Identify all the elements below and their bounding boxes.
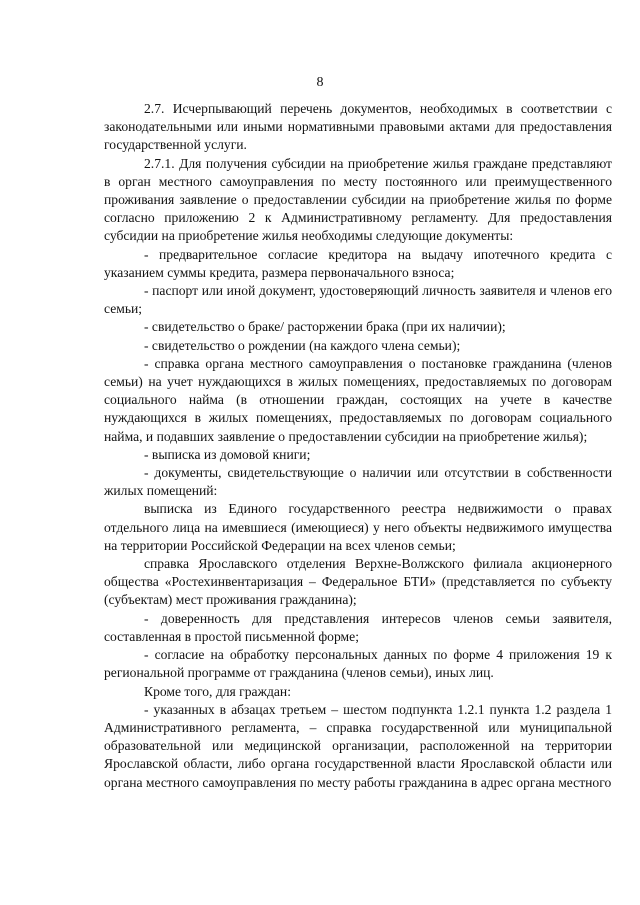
page-number: 8 — [316, 75, 324, 90]
sub-item-bti-certificate: справка Ярославского отделения Верхне-Волжского филиала акционерного общества «Ростехинвентаризация – Федеральное БТИ» (представляется по субъекту (субъектам) мест проживания гражданина); — [104, 556, 612, 608]
list-item-ownership-documents: - документы, свидетельствующие о наличии или отсутствии в собственности жилых помещений: — [104, 465, 612, 499]
list-item-creditor-consent: - предварительное согласие кредитора на выдачу ипотечного кредита с указанием суммы кредита, размера первоначального взноса; — [104, 246, 612, 280]
list-item-marriage-certificate: - свидетельство о браке/ расторжении брака (при их наличии); — [144, 319, 506, 335]
body-text — [104, 100, 612, 792]
list-item-citizens-categories: - указанных в абзацах третьем – шестом подпункта 1.2.1 пункта 1.2 раздела 1 Административного регламента, – справка государственной или муниципальной образовательной или медицинской организации, расположенной на территории Ярославской области, либо органа государственной власти Ярославской области или органа местного самоуправления по месту работы гражданина в адрес органа местного — [104, 701, 612, 790]
list-item-housing-register: - справка органа местного самоуправления о постановке гражданина (членов семьи) на учет нуждающихся в жилых помещениях, предоставляемых по договорам социального найма (в отношении граждан, состоящих на учете в качестве нуждающихся в жилых помещениях, предоставляемых по договорам социального найма, и подавших заявление о предоставлении субсидии на приобретение жилья); — [104, 355, 612, 444]
list-item-birth-certificate: - свидетельство о рождении (на каждого члена семьи); — [144, 337, 461, 353]
list-item-personal-data-consent: - согласие на обработку персональных данных по форме 4 приложения 19 к региональной программе от гражданина (членов семьи), иных лиц. — [104, 647, 612, 681]
paragraph-2-7: 2.7. Исчерпывающий перечень документов, необходимых в соответствии с законодательными или иными нормативными правовыми актами для предоставления государственной услуги. — [104, 101, 612, 153]
paragraph-additionally: Кроме того, для граждан: — [144, 683, 291, 699]
paragraph-2-7-1: 2.7.1. Для получения субсидии на приобретение жилья граждане представляют в орган местного самоуправления по месту постоянного или преимущественного проживания заявление о предоставлении субсидии на приобретение жилья по форме согласно приложению 2 к Административному регламенту. Для предоставления субсидии на приобретение жилья необходимы следующие документы: — [104, 155, 612, 244]
list-item-power-of-attorney: - доверенность для представления интересов членов семьи заявителя, составленная в простой письменной форме; — [104, 610, 612, 644]
sub-item-egrn-extract: выписка из Единого государственного реестра недвижимости о правах отдельного лица на имевшиеся (имеющиеся) у него объекты недвижимого имущества на территории Российской Федерации на всех членов семьи; — [104, 501, 612, 553]
list-item-house-book: - выписка из домовой книги; — [144, 446, 311, 462]
list-item-passport: - паспорт или иной документ, удостоверяющий личность заявителя и членов его семьи; — [104, 283, 612, 317]
